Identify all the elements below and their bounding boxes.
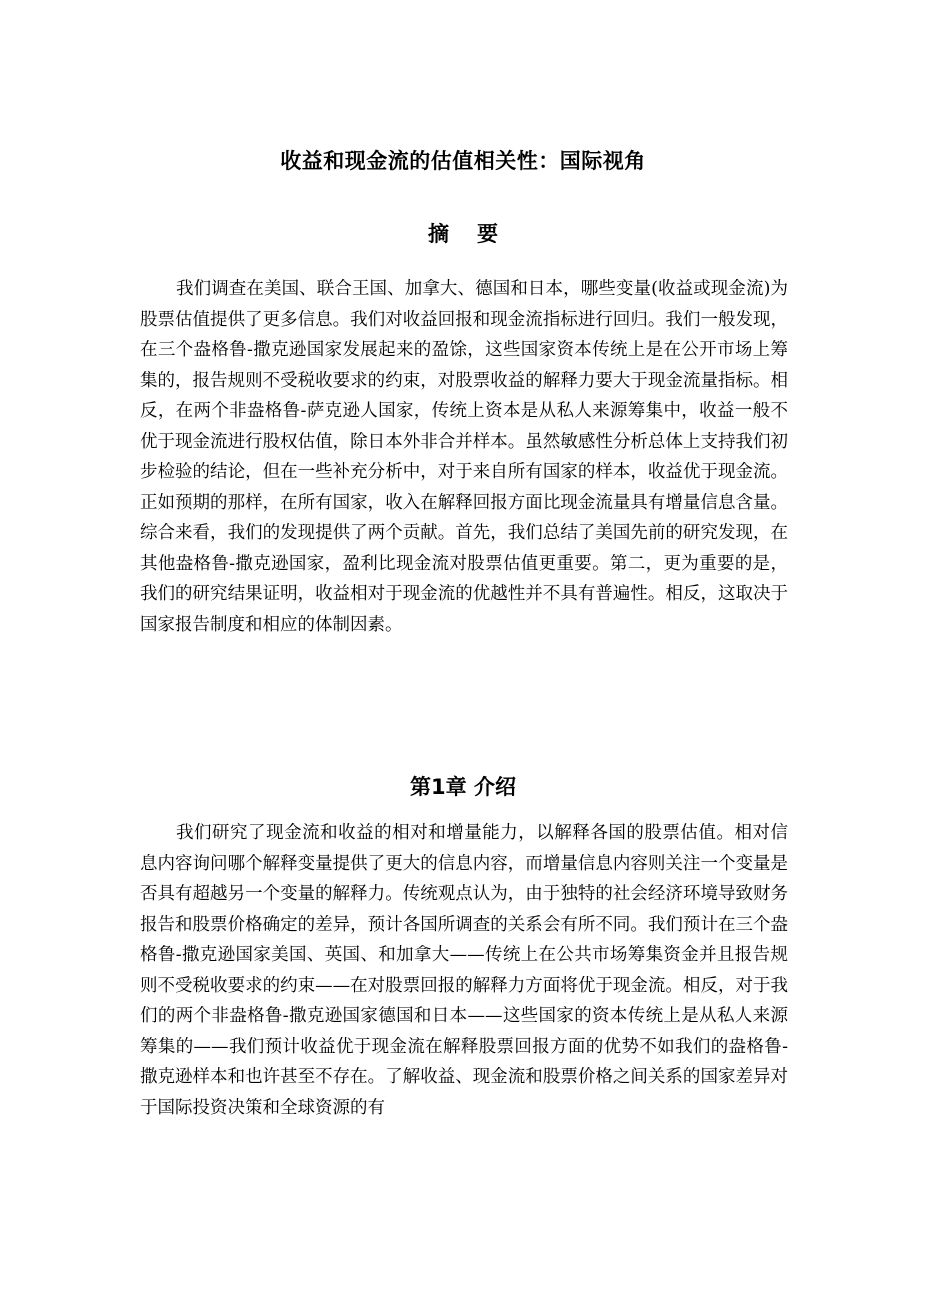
abstract-paragraph: 我们调查在美国、联合王国、加拿大、德国和日本，哪些变量(收益或现金流)为股票估值提供了更多信息。我们对收益回报和现金流指标进行回归。我们一般发现，在三个盎格鲁-撒克逊国家发展起来的盈馀，这些国家资本传统上是在公开市场上筹集的，报告规则不受税收要求的约束，对股票收益的解释力要大于现金流量指标。相反，在两个非盎格鲁-萨克逊人国家，传统上资本是从私人来源筹集中，收益一般不优于现金流进行股权估值，除日本外非合并样本。虽然敏感性分析总体上支持我们初步检验的结论，但在一些补充分析中，对于来自所有国家的样本，收益优于现金流。正如预期的那样，在所有国家，收入在解释回报方面比现金流量具有增量信息含量。综合来看，我们的发现提供了两个贡献。首先，我们总结了美国先前的研究发现，在其他盎格鲁-撒克逊国家，盈利比现金流对股票估值更重要。第二，更为重要的是，我们的研究结果证明，收益相对于现金流的优越性并不具有普遍性。相反，这取决于国家报告制度和相应的体制因素。 xyxy=(140,279,788,635)
chapter-1-paragraph: 我们研究了现金流和收益的相对和增量能力，以解释各国的股票估值。相对信息内容询问哪个解释变量提供了更大的信息内容，而增量信息内容则关注一个变量是否具有超越另一个变量的解释力。传统观点认为，由于独特的社会经济环境导致财务报告和股票价格确定的差异，预计各国所调查的关系会有所不同。我们预计在三个盎格鲁-撒克逊国家美国、英国、和加拿大——传统上在公共市场筹集资金并且报告规则不受税收要求的约束——在对股票回报的解释力方面将优于现金流。相反，对于我们的两个非盎格鲁-撒克逊国家德国和日本——这些国家的资本传统上是从私人来源筹集的——我们预计收益优于现金流在解释股票回报方面的优势不如我们的盎格鲁-撒克逊样本和也许甚至不存在。了解收益、现金流和股票价格之间关系的国家差异对于国际投资决策和全球资源的有 xyxy=(140,823,788,1118)
document-title: 收益和现金流的估值相关性：国际视角 xyxy=(280,149,646,173)
abstract-heading-char-1: 摘 xyxy=(428,222,449,246)
chapter-1-heading: 第1章 介绍 xyxy=(410,775,516,799)
abstract-heading xyxy=(0,218,926,250)
abstract-heading-char-2: 要 xyxy=(477,222,498,246)
